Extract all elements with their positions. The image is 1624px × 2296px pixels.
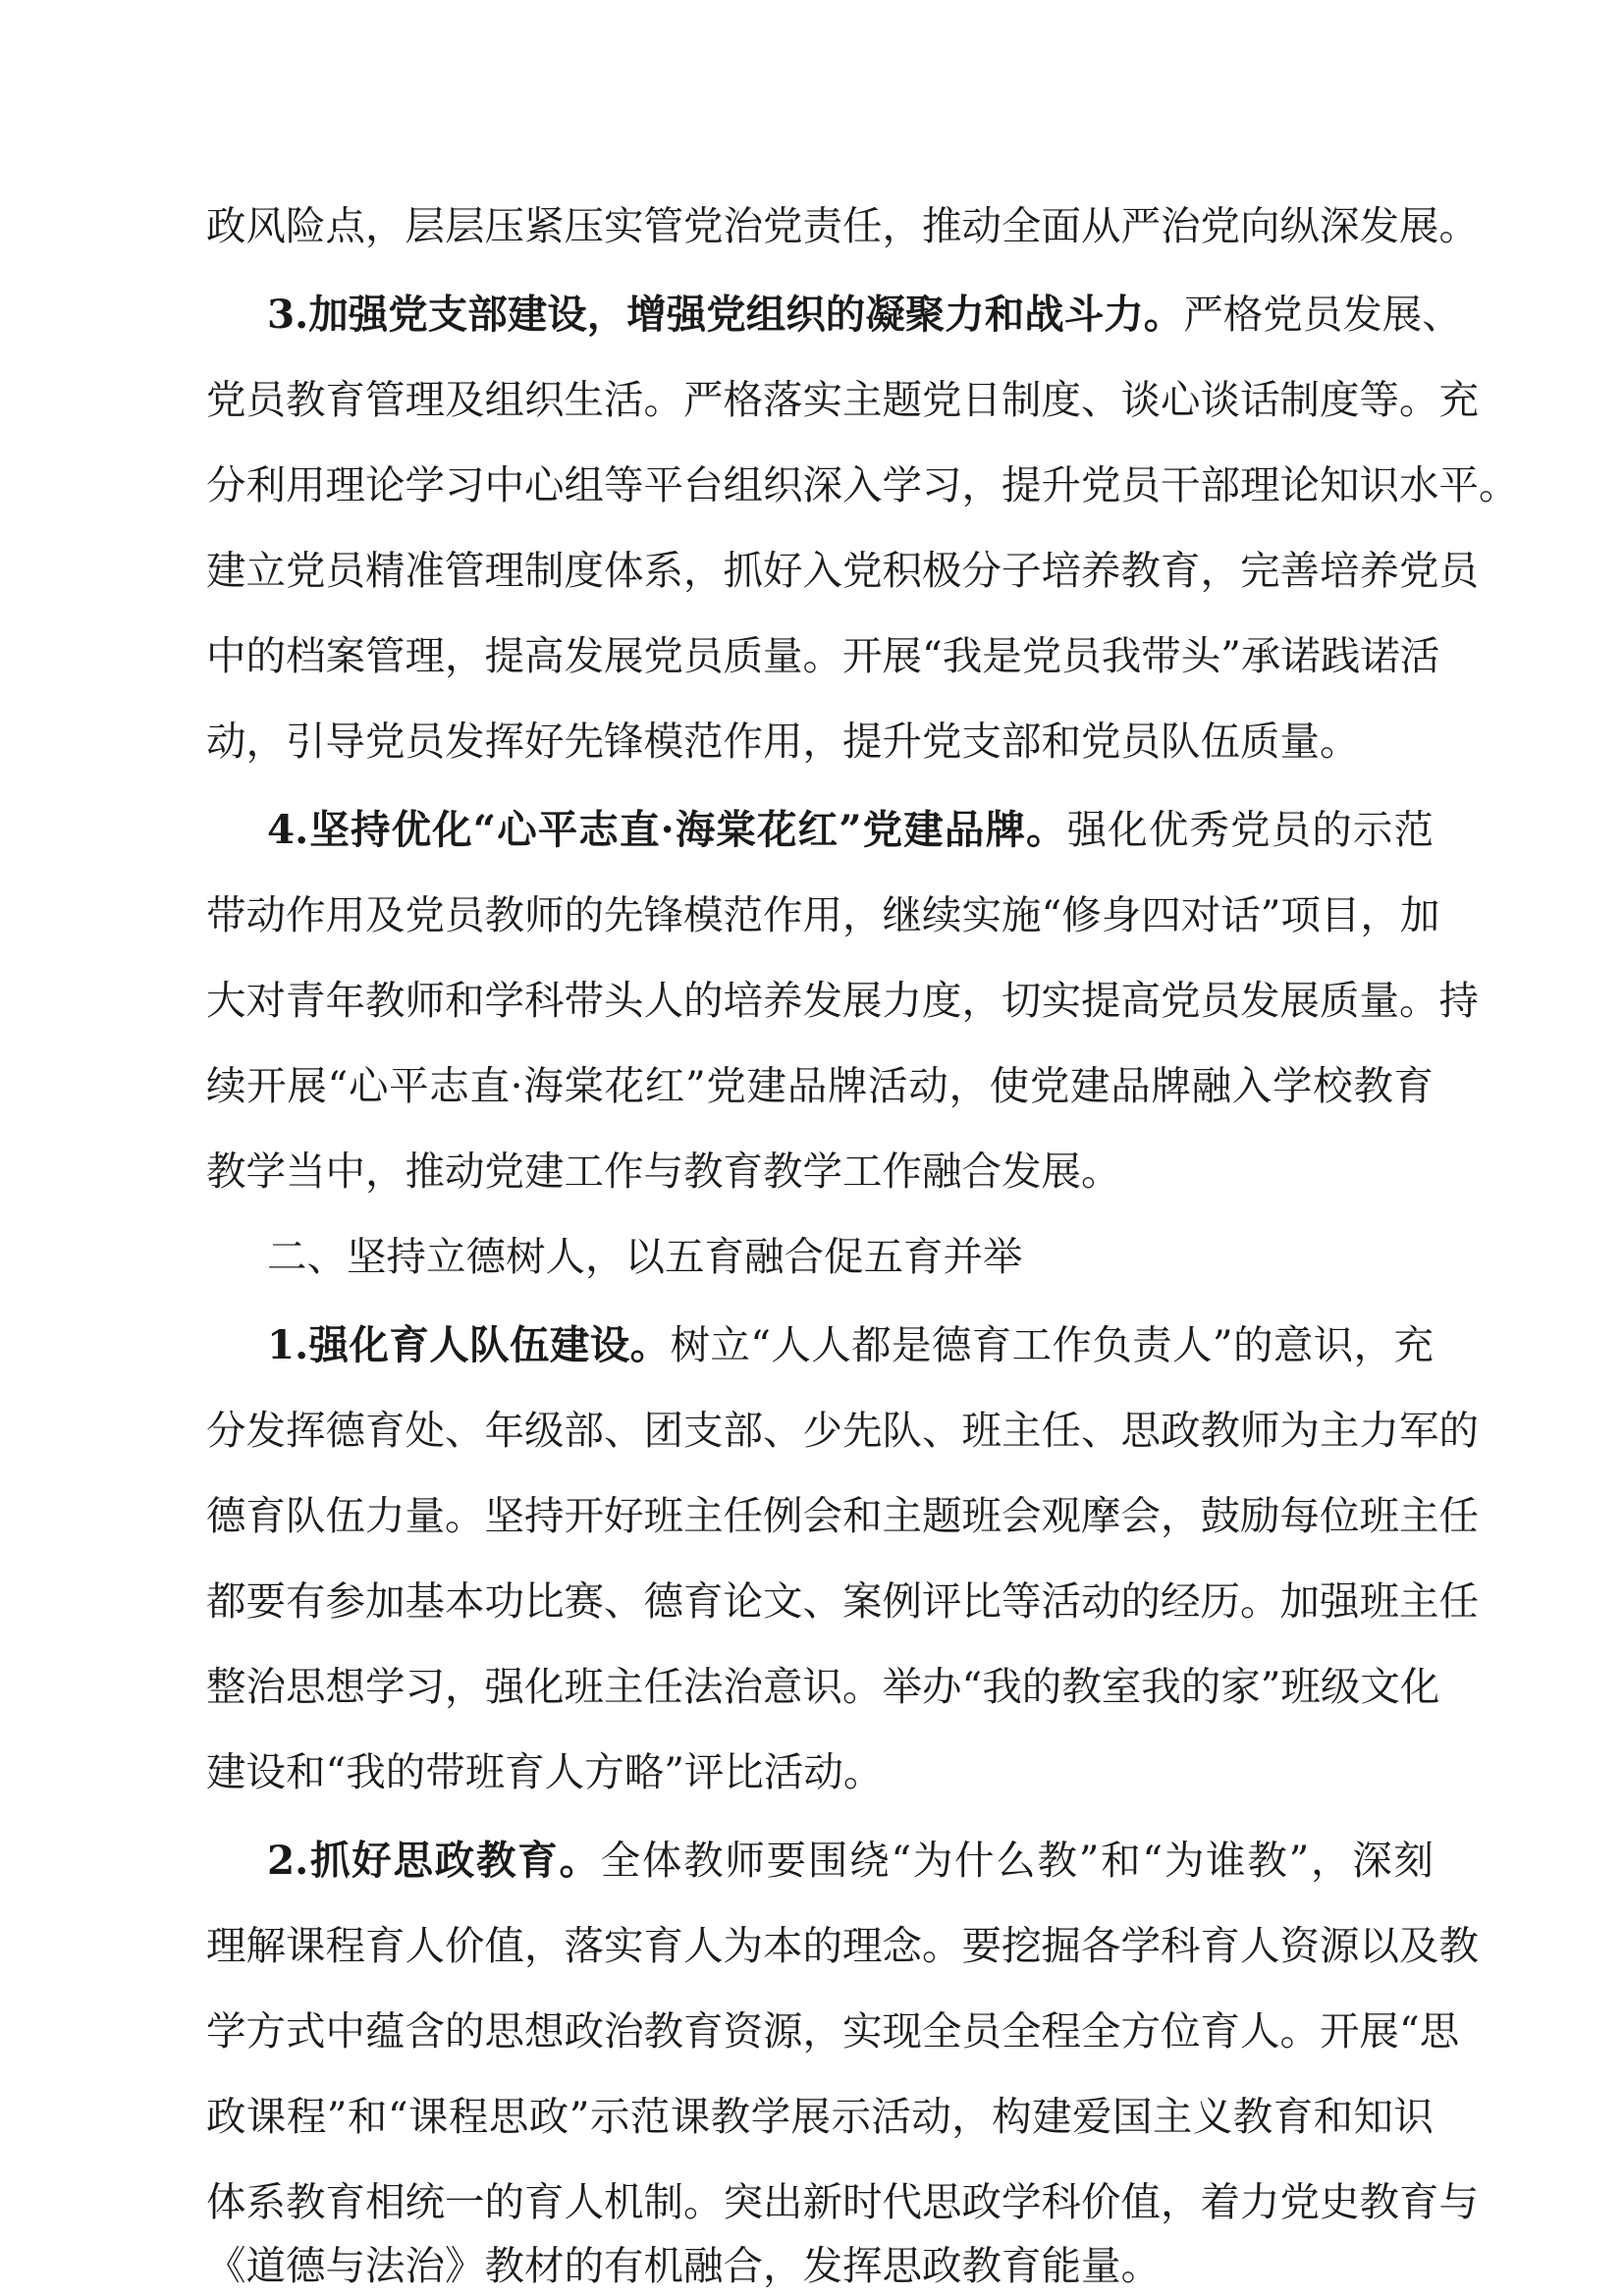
paragraph-line (267, 1315, 1434, 1374)
paragraph-line (267, 1831, 1434, 1890)
paragraph-line: 分发挥德育处、年级部、团支部、少先队、班主任、思政教师为主力军的 (206, 1407, 1479, 1454)
paragraph-text: 全体教师要围绕“为什么教”和“为谁教”，深刻 (600, 1837, 1434, 1884)
paragraph-line: 党员教育管理及组织生活。严格落实主题党日制度、谈心谈话制度等。充 (206, 376, 1479, 423)
section-heading: 3.加强党支部建设，增强党组织的凝聚力和战斗力。 (267, 291, 1184, 338)
paragraph-line: 德育队伍力量。坚持开好班主任例会和主题班会观摩会，鼓励每位班主任 (206, 1492, 1479, 1539)
paragraph-line: 体系教育相统一的育人机制。突出新时代思政学科价值，着力党史教育与 (206, 2178, 1479, 2225)
paragraph-line: 教学当中，推动党建工作与教育教学工作融合发展。 (206, 1148, 1121, 1195)
paragraph-line: 大对青年教师和学科带头人的培养发展力度，切实提高党员发展质量。持 (206, 977, 1479, 1024)
paragraph-line: 《道德与法治》教材的有机融合，发挥思政教育能量。 (206, 2242, 1161, 2289)
paragraph-line: 学方式中蕴含的思想政治教育资源，实现全员全程全方位育人。开展“思 (206, 2007, 1460, 2055)
section-heading: 2.抓好思政教育。 (267, 1837, 601, 1884)
paragraph-line: 带动作用及党员教师的先锋模范作用，继续实施“修身四对话”项目，加 (206, 891, 1440, 938)
paragraph-line: 建立党员精准管理制度体系，抓好入党积极分子培养教育，完善培养党员 (206, 547, 1479, 594)
paragraph-text: 严格党员发展、 (1183, 291, 1462, 338)
paragraph-line: 都要有参加基本功比赛、德育论文、案例评比等活动的经历。加强班主任 (206, 1577, 1479, 1625)
section-heading: 4.坚持优化“心平志直·海棠花红”党建品牌。 (267, 806, 1067, 853)
paragraph-line: 整治思想学习，强化班主任法治意识。举办“我的教室我的家”班级文化 (206, 1663, 1440, 1710)
paragraph-line (267, 800, 1434, 859)
section-title: 二、坚持立德树人，以五育融合促五育并举 (267, 1233, 1023, 1280)
paragraph-line: 动，引导党员发挥好先锋模范作用，提升党支部和党员队伍质量。 (206, 718, 1360, 765)
paragraph-line: 政课程”和“课程思政”示范课教学展示活动，构建爱国主义教育和知识 (206, 2093, 1434, 2140)
paragraph-line: 政风险点，层层压紧压实管党治党责任，推动全面从严治党向纵深发展。 (206, 202, 1479, 249)
paragraph-text: 树立“人人都是德育工作负责人”的意识，充 (670, 1321, 1434, 1368)
paragraph-line (267, 285, 1462, 344)
paragraph-line: 理解课程育人价值，落实育人为本的理念。要挖掘各学科育人资源以及教 (206, 1922, 1479, 1969)
paragraph-line: 中的档案管理，提高发展党员质量。开展“我是党员我带头”承诺践诺活 (206, 632, 1440, 679)
section-heading: 1.强化育人队伍建设。 (267, 1321, 671, 1368)
paragraph-line: 分利用理论学习中心组等平台组织深入学习，提升党员干部理论知识水平。 (206, 461, 1519, 508)
paragraph-text: 强化优秀党员的示范 (1066, 806, 1434, 853)
paragraph-line: 建设和“我的带班育人方略”评比活动。 (206, 1748, 884, 1795)
paragraph-line: 续开展“心平志直·海棠花红”党建品牌活动，使党建品牌融入学校教育 (206, 1062, 1434, 1109)
